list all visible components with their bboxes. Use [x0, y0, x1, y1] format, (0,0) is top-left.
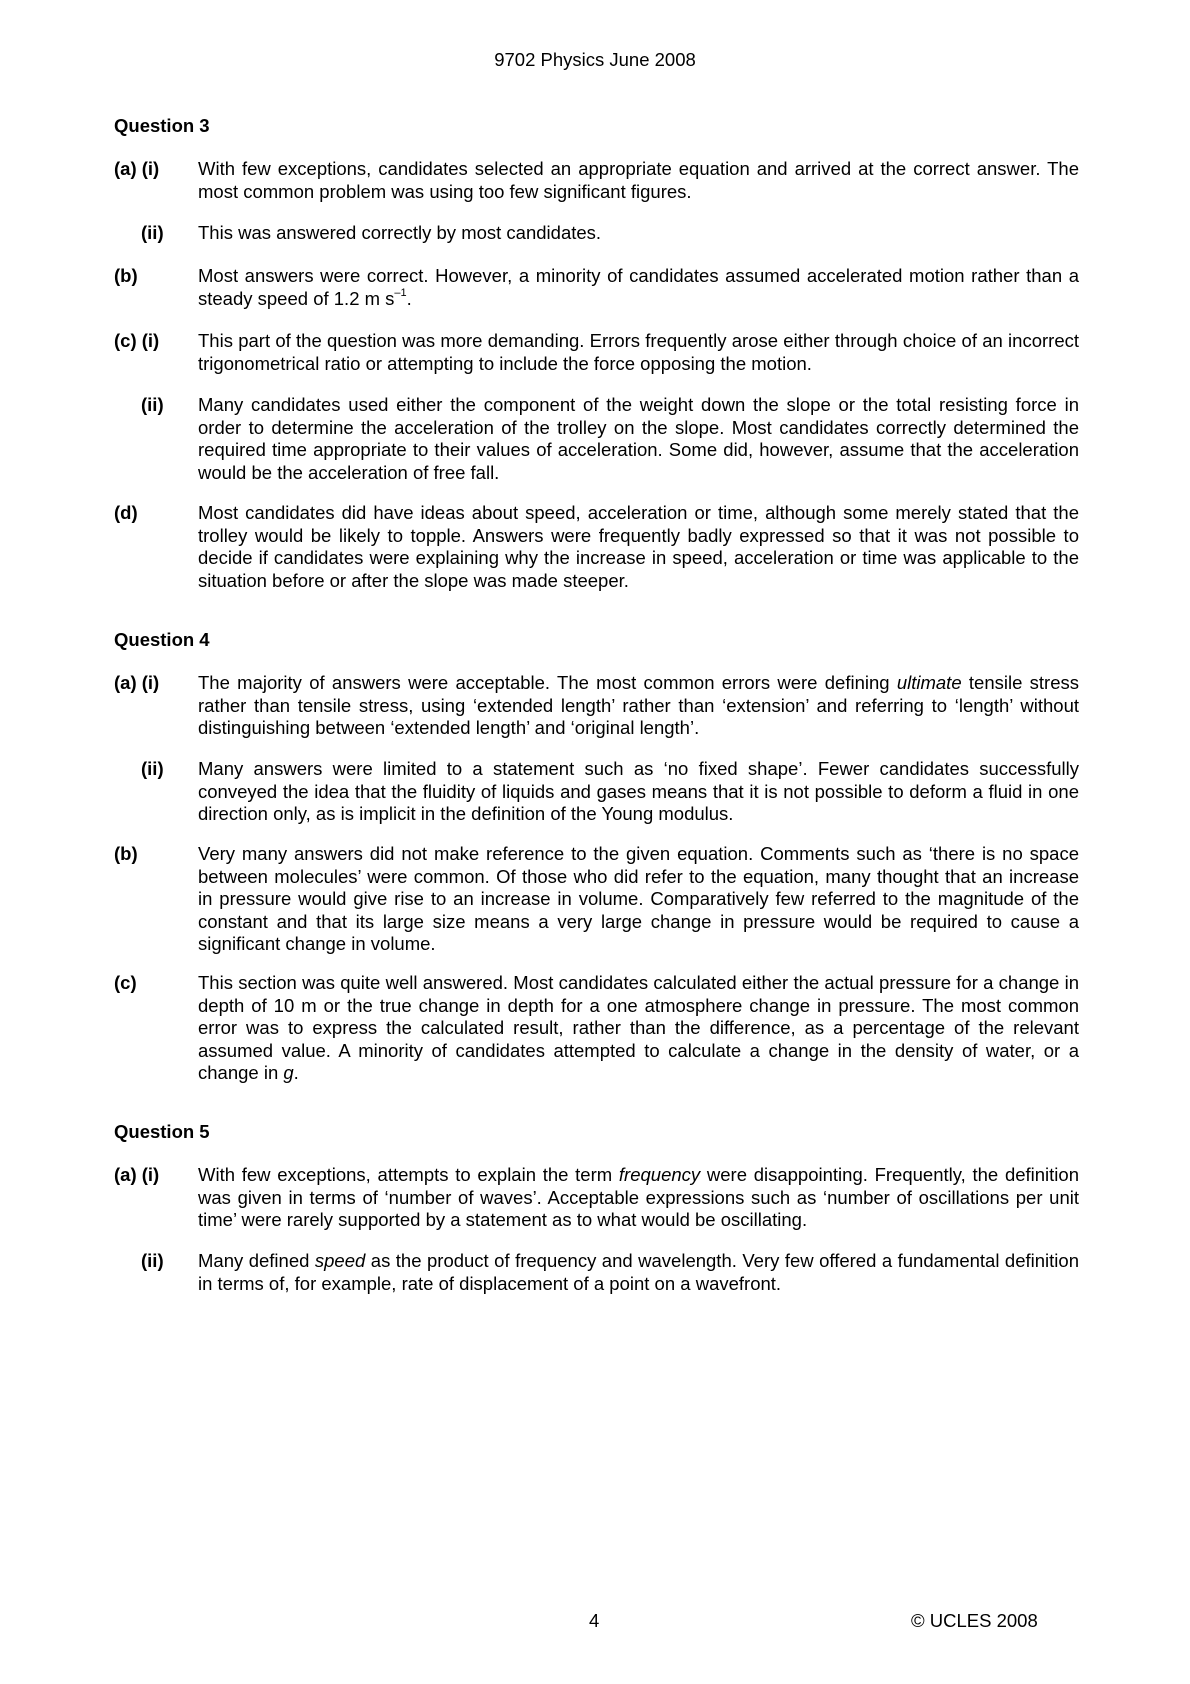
question-4-heading: Question 4	[114, 629, 210, 650]
item-label: (a) (i)	[114, 158, 160, 179]
question-3-heading: Question 3	[114, 115, 210, 136]
item-label: (a) (i)	[114, 672, 160, 693]
item-label: (d)	[114, 502, 138, 523]
item-label: (c)	[114, 972, 137, 993]
emphasis: ultimate	[896, 672, 962, 693]
copyright: © UCLES 2008	[911, 1610, 1038, 1631]
item-label: (b)	[114, 265, 138, 286]
item-label: (ii)	[141, 394, 164, 415]
emphasis: g	[283, 1062, 294, 1083]
item-label: (a) (i)	[114, 1164, 160, 1185]
emphasis: speed	[314, 1250, 366, 1271]
item-label: (ii)	[141, 222, 164, 243]
item-text: The majority of answers were acceptable. The most common errors were defining ultimate tensile stress rather than tensile stress, using ‘extended length’ rather than ‘extension’ and referring to ‘length’ without distinguishing between ‘extended length’ and ‘original length’.	[198, 672, 1079, 738]
item-text: This part of the question was more demanding. Errors frequently arose either through choice of an incorrect trigonometrical ratio or attempting to include the force opposing the motion.	[198, 330, 1079, 374]
item-label: (ii)	[141, 1250, 164, 1271]
item-label: (ii)	[141, 758, 164, 779]
item-label: (c) (i)	[114, 330, 160, 351]
item-text: Many answers were limited to a statement such as ‘no fixed shape’. Fewer candidates successfully conveyed the idea that the fluidity of liquids and gases means that it is not possible to deform a fluid in one direction only, as is implicit in the definition of the Young modulus.	[198, 758, 1079, 824]
item-text: Many defined speed as the product of frequency and wavelength. Very few offered a fundamental definition in terms of, for example, rate of displacement of a point on a wavefront.	[198, 1250, 1079, 1294]
superscript: –1	[394, 287, 407, 300]
page-header: 9702 Physics June 2008	[494, 49, 696, 70]
item-text: Many candidates used either the component of the weight down the slope or the total resisting force in order to determine the acceleration of the trolley on the slope. Most candidates correctly determined the required time appropriate to their values of acceleration. Some did, however, assume that the acceleration would be the acceleration of free fall.	[198, 394, 1079, 483]
item-text: With few exceptions, attempts to explain the term frequency were disappointing. Frequently, the definition was given in terms of ‘number of waves’. Acceptable expressions such as ‘number of oscillations per unit time’ were rarely supported by a statement as to what would be oscillating.	[198, 1164, 1079, 1230]
item-text: Most answers were correct. However, a minority of candidates assumed accelerated motion rather than a steady speed of 1.2 m $s^{-1}$.	[198, 265, 1079, 309]
item-label: (b)	[114, 843, 138, 864]
question-5-heading: Question 5	[114, 1121, 210, 1142]
item-text: This section was quite well answered. Most candidates calculated either the actual pressure for a change in depth of 10 m or the true change in depth for a one atmosphere change in pressure. The most common error was to express the calculated result, rather than the difference, as a percentage of the relevant assumed value. A minority of candidates attempted to calculate a change in the density of water, or a change in g.	[198, 972, 1079, 1083]
item-text: With few exceptions, candidates selected an appropriate equation and arrived at the correct answer. The most common problem was using too few significant figures.	[198, 158, 1079, 202]
page-number: 4	[589, 1610, 600, 1631]
item-text: Very many answers did not make reference to the given equation. Comments such as ‘there is no space between molecules’ were common. Of those who did refer to the equation, many thought that an increase in pressure would give rise to an increase in volume. Comparatively few referred to the magnitude of the constant and that its large size means a very large change in pressure would be required to cause a significant change in volume.	[198, 843, 1079, 954]
item-text: Most candidates did have ideas about speed, acceleration or time, although some merely stated that the trolley would be likely to topple. Answers were frequently badly expressed so that it was not possible to decide if candidates were explaining why the increase in speed, acceleration or time was applicable to the situation before or after the slope was made steeper.	[198, 502, 1079, 591]
item-text: This was answered correctly by most candidates.	[198, 222, 602, 243]
emphasis: frequency	[618, 1164, 701, 1185]
